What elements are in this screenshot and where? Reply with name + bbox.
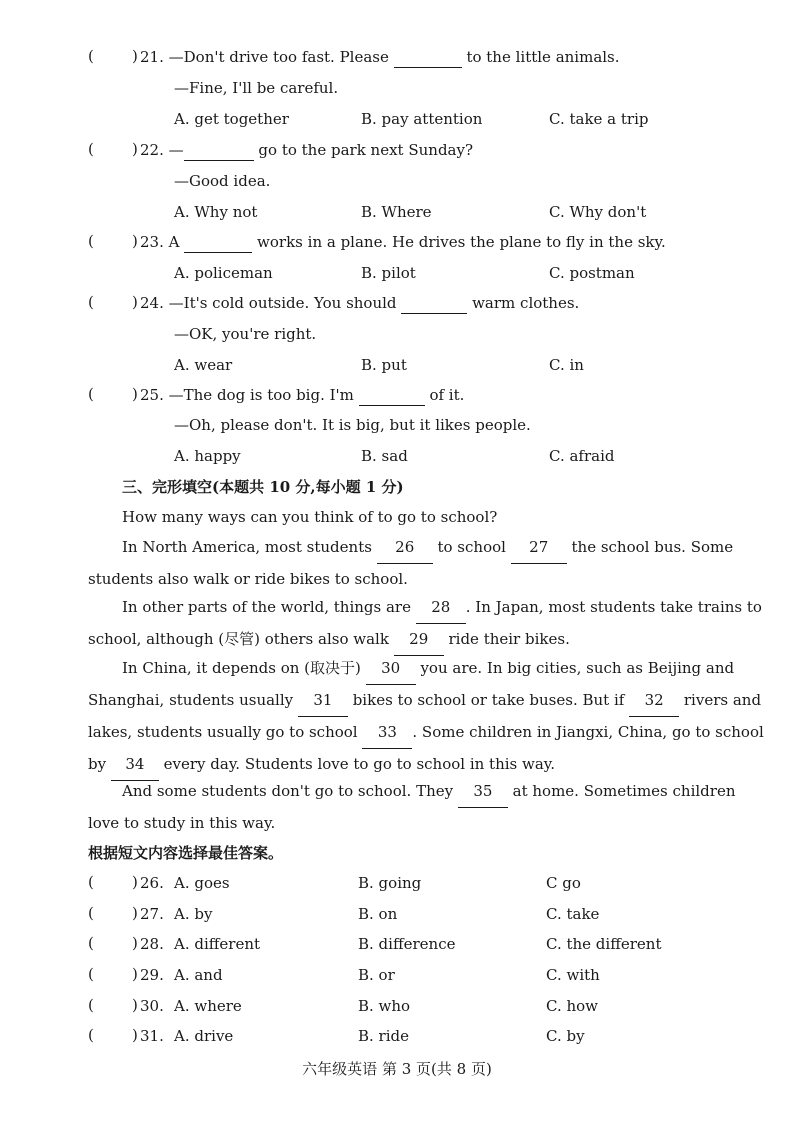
section-title: 三、完形填空(本题共 10 分,每小题 1 分) — [122, 478, 404, 496]
answer-paren-close: ) — [132, 904, 138, 922]
option-b: B. sad — [361, 447, 408, 465]
option-b: B. on — [358, 905, 398, 923]
question-number: 28. — [140, 935, 164, 953]
stem-text: works in a plane. He drives the plane to fly in the sky. — [257, 233, 666, 251]
option-a: A. different — [174, 935, 261, 953]
dialogue-response: —OK, you're right. — [174, 325, 317, 343]
answer-paren-open: ( — [88, 904, 94, 922]
option-c: C. by — [546, 1027, 585, 1045]
answer-paren-open: ( — [88, 385, 94, 403]
option-c: C. postman — [549, 264, 635, 282]
option-b: B. going — [358, 874, 422, 892]
passage-paragraph-2 — [88, 592, 764, 656]
question-number: 29. — [140, 966, 164, 984]
answer-paren-close: ) — [132, 996, 138, 1014]
stem-text: —The dog is too big. I'm — [168, 386, 354, 404]
answer-paren-close: ) — [132, 1026, 138, 1044]
option-b: B. difference — [358, 935, 456, 953]
stem-text: to the little animals. — [466, 48, 620, 66]
stem-text: A — [168, 233, 180, 251]
passage-text: And some students don't go to school. They — [122, 782, 454, 800]
answer-paren-open: ( — [88, 965, 94, 983]
option-a: A. get together — [174, 110, 289, 128]
stem-text: of it. — [429, 386, 465, 404]
instruction-text: 根据短文内容选择最佳答案。 — [88, 844, 284, 862]
answer-paren-close: ) — [132, 47, 138, 65]
dialogue-response: —Good idea. — [174, 172, 271, 190]
page-footer: 六年级英语 第 3 页(共 8 页) — [302, 1060, 492, 1078]
cloze-blank: 29 — [394, 624, 444, 656]
option-a: A. policeman — [174, 264, 273, 282]
answer-blank — [184, 140, 254, 161]
answer-paren-open: ( — [88, 140, 94, 158]
passage-text: the school bus. Some students also walk or ride bikes to school. — [88, 538, 734, 588]
cloze-blank: 31 — [298, 685, 348, 717]
cloze-blank: 34 — [111, 749, 159, 781]
question-stem — [140, 293, 579, 314]
answer-blank — [359, 385, 425, 406]
cloze-blank: 27 — [511, 532, 567, 564]
question-stem — [140, 232, 666, 253]
option-a: A. goes — [174, 874, 230, 892]
answer-paren-close: ) — [132, 873, 138, 891]
dialogue-response: —Oh, please don't. It is big, but it likes people. — [174, 416, 531, 434]
passage-text: you are. In big cities, such as Beijing and Shanghai, students usually — [88, 659, 735, 709]
cloze-blank: 32 — [629, 685, 679, 717]
stem-text: —Don't drive too fast. Please — [168, 48, 389, 66]
question-number: 24. — [140, 294, 164, 312]
passage-text: rivers and lakes, students usually go to school — [88, 691, 762, 741]
question-number: 27. — [140, 905, 164, 923]
passage-text: . In Japan, most students take trains to school, although (尽管) others also walk — [88, 598, 762, 648]
passage-question: How many ways can you think of to go to school? — [122, 508, 498, 526]
passage-text: In China, it depends on (取决于) — [122, 659, 361, 677]
option-c: C. with — [546, 966, 600, 984]
option-a: A. happy — [174, 447, 241, 465]
answer-paren-close: ) — [132, 293, 138, 311]
option-b: B. who — [358, 997, 411, 1015]
answer-paren-open: ( — [88, 232, 94, 250]
dialogue-response: —Fine, I'll be careful. — [174, 79, 339, 97]
passage-text: In other parts of the world, things are — [122, 598, 411, 616]
stem-text: —It's cold outside. You should — [168, 294, 397, 312]
answer-paren-open: ( — [88, 1026, 94, 1044]
answer-paren-close: ) — [132, 232, 138, 250]
question-number: 21. — [140, 48, 164, 66]
option-b: B. put — [361, 356, 407, 374]
question-number: 30. — [140, 997, 164, 1015]
answer-blank — [184, 232, 252, 253]
option-b: B. ride — [358, 1027, 410, 1045]
option-b: B. pay attention — [361, 110, 483, 128]
answer-paren-close: ) — [132, 140, 138, 158]
cloze-blank: 33 — [362, 717, 412, 749]
question-stem — [140, 140, 473, 161]
passage-paragraph-4 — [88, 776, 764, 839]
passage-paragraph-1 — [88, 532, 764, 595]
passage-text: bikes to school or take buses. But if — [352, 691, 625, 709]
option-a: A. and — [174, 966, 223, 984]
answer-paren-close: ) — [132, 965, 138, 983]
option-c: C. afraid — [549, 447, 615, 465]
option-b: B. pilot — [361, 264, 416, 282]
answer-blank — [394, 47, 462, 68]
question-number: 26. — [140, 874, 164, 892]
cloze-blank: 35 — [458, 776, 508, 808]
passage-text: . Some children in Jiangxi, China, go to school by — [88, 723, 764, 773]
option-c: C. take a trip — [549, 110, 649, 128]
option-b: B. Where — [361, 203, 432, 221]
answer-paren-open: ( — [88, 873, 94, 891]
stem-text: warm clothes. — [472, 294, 580, 312]
passage-text: to school — [437, 538, 506, 556]
passage-text: ride their bikes. — [448, 630, 570, 648]
answer-paren-open: ( — [88, 47, 94, 65]
option-c: C go — [546, 874, 581, 892]
answer-paren-close: ) — [132, 934, 138, 952]
option-c: C. Why don't — [549, 203, 647, 221]
answer-paren-close: ) — [132, 385, 138, 403]
cloze-blank: 28 — [416, 592, 466, 624]
cloze-blank: 26 — [377, 532, 433, 564]
answer-paren-open: ( — [88, 996, 94, 1014]
option-a: A. Why not — [174, 203, 258, 221]
question-number: 22. — [140, 141, 164, 159]
option-c: C. take — [546, 905, 600, 923]
passage-paragraph-3 — [88, 653, 764, 781]
option-b: B. or — [358, 966, 395, 984]
option-c: C. in — [549, 356, 584, 374]
question-number: 31. — [140, 1027, 164, 1045]
question-stem — [140, 47, 620, 68]
option-c: C. the different — [546, 935, 662, 953]
cloze-blank: 30 — [366, 653, 416, 685]
answer-paren-open: ( — [88, 934, 94, 952]
answer-blank — [401, 293, 467, 314]
question-stem — [140, 385, 464, 406]
question-number: 23. — [140, 233, 164, 251]
option-a: A. where — [174, 997, 242, 1015]
stem-text: go to the park next Sunday? — [258, 141, 474, 159]
answer-paren-open: ( — [88, 293, 94, 311]
option-a: A. drive — [174, 1027, 234, 1045]
passage-text: every day. Students love to go to school in this way. — [163, 755, 556, 773]
question-number: 25. — [140, 386, 164, 404]
option-c: C. how — [546, 997, 599, 1015]
stem-text: — — [168, 141, 184, 159]
option-a: A. wear — [174, 356, 233, 374]
option-a: A. by — [174, 905, 213, 923]
passage-text: at home. Sometimes children love to study in this way. — [88, 782, 736, 832]
passage-text: In North America, most students — [122, 538, 372, 556]
